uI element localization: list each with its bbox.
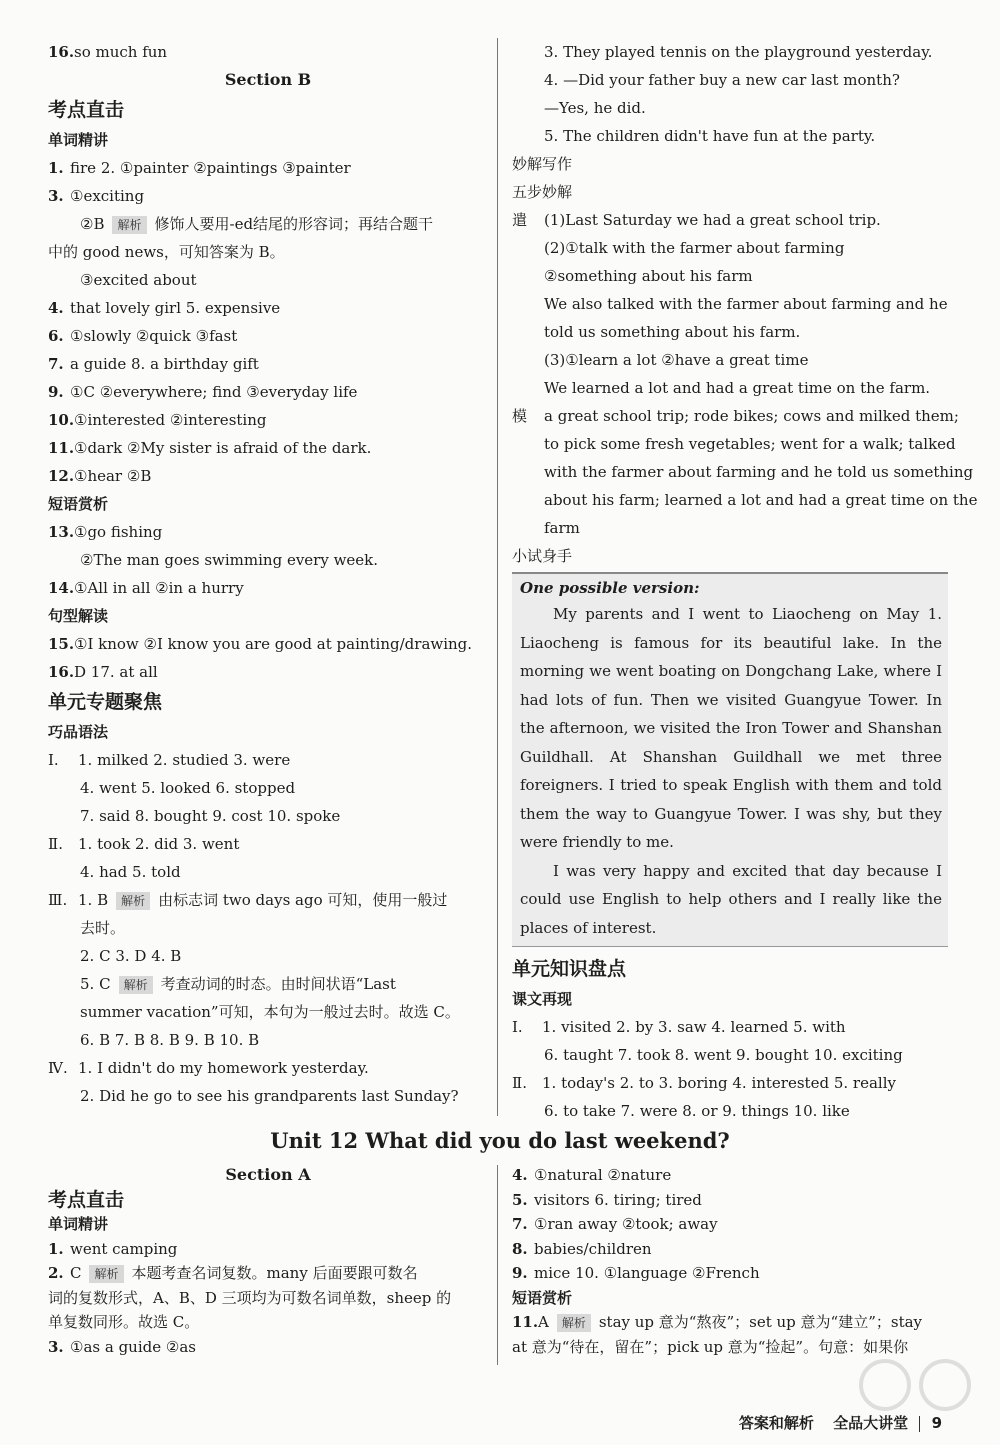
item-number: 7. bbox=[48, 355, 64, 373]
section-title: 考点直击 bbox=[48, 1188, 125, 1211]
answer-text: 本题考查名词复数。many 后面要跟可数名 bbox=[131, 1264, 418, 1282]
roman-numeral: Ⅰ. bbox=[512, 1018, 523, 1036]
answer-text: ①slowly ②quick ③fast bbox=[70, 327, 238, 345]
answer-line bbox=[48, 746, 488, 774]
footer-brand: 全品大讲堂 bbox=[833, 1414, 909, 1432]
answer-line bbox=[512, 1212, 948, 1237]
answer-text: ①natural ②nature bbox=[534, 1166, 672, 1184]
answer-text: fire 2. ①painter ②paintings ③painter bbox=[70, 159, 351, 177]
subsection-title: 巧品语法 bbox=[48, 723, 109, 741]
answer-text: told us something about his farm. bbox=[544, 323, 801, 341]
item-number: 3. bbox=[48, 1337, 64, 1356]
answer-line bbox=[48, 914, 488, 942]
section-heading: Section B bbox=[224, 70, 312, 89]
answer-line bbox=[512, 1041, 948, 1069]
answer-line bbox=[512, 1237, 948, 1262]
answer-choice: 1. B bbox=[78, 891, 109, 909]
answer-line bbox=[48, 462, 488, 490]
subsection-title: 短语赏析 bbox=[512, 1288, 573, 1307]
answer-text: (1)Last Saturday we had a great school trip. bbox=[544, 211, 881, 229]
roman-numeral: Ⅱ. bbox=[512, 1074, 527, 1092]
item-number: 1. bbox=[48, 1239, 64, 1258]
essay-paragraph: My parents and I went to Liaocheng on May 1. Liaocheng is famous for its beautiful lake. In the morning we went boating on Dongchang Lake, where I had lots of fun. Then we visited Guangyue Tower. In the afternoon, we visited the Iron Tower and Shanshan Guildhall. At Shanshan Guildhall we met three foreigners. I tried to speak English with them and told them the way to Guangyue Tower. I was shy, but they were friendly to me. bbox=[520, 605, 942, 851]
item-number: 7. bbox=[512, 1215, 528, 1233]
footer-label: 答案和解析 bbox=[738, 1414, 814, 1432]
subsection-title: 课文再现 bbox=[512, 990, 573, 1008]
answer-text: 2. Did he go to see his grandparents last Sunday? bbox=[80, 1087, 459, 1105]
answer-line bbox=[48, 350, 488, 378]
answer-text: 1. milked 2. studied 3. were bbox=[78, 751, 291, 769]
essay-version-label: One possible version: bbox=[520, 579, 700, 597]
answer-line bbox=[48, 630, 488, 658]
unit12-right-column bbox=[512, 1163, 948, 1359]
answer-line bbox=[512, 206, 948, 234]
answer-text: 1. took 2. did 3. went bbox=[78, 835, 240, 853]
answer-text: 去时。 bbox=[80, 919, 126, 937]
section-title: 单元专题聚焦 bbox=[48, 691, 163, 713]
answer-line bbox=[512, 94, 948, 122]
answer-text: 由标志词 two days ago 可知，使用一般过 bbox=[158, 891, 448, 909]
item-number: 11. bbox=[48, 439, 75, 457]
answer-line bbox=[512, 262, 948, 290]
answer-text: —Yes, he did. bbox=[544, 99, 646, 117]
essay-paragraph: I was very happy and excited that day because I could use English to help others and I really like the places of interest. bbox=[520, 861, 942, 937]
answer-line bbox=[512, 66, 948, 94]
answer-line bbox=[48, 518, 488, 546]
answer-text: ①ran away ②took; away bbox=[534, 1215, 718, 1233]
analysis-tag: 解析 bbox=[89, 1265, 123, 1283]
page-number: 9 bbox=[931, 1414, 942, 1432]
answer-line bbox=[48, 802, 488, 830]
answer-text: 3. They played tennis on the playground yesterday. bbox=[544, 43, 933, 61]
item-number: 3. bbox=[48, 187, 64, 205]
answer-text: stay up 意为“熬夜”；set up 意为“建立”；stay bbox=[598, 1313, 923, 1331]
item-number: 12. bbox=[48, 467, 75, 485]
answer-text: ③excited about bbox=[80, 271, 197, 289]
unit-knowledge-section bbox=[512, 953, 948, 1125]
answer-text: (2)①talk with the farmer about farming bbox=[544, 239, 845, 257]
step-marker: 模 bbox=[512, 407, 528, 425]
analysis-tag: 解析 bbox=[119, 976, 153, 994]
roman-numeral: Ⅱ. bbox=[48, 835, 63, 853]
answer-line bbox=[512, 38, 948, 66]
answer-line bbox=[48, 970, 488, 998]
answer-line bbox=[512, 430, 956, 458]
answer-text: 4. —Did your father buy a new car last month? bbox=[544, 71, 900, 89]
answer-line bbox=[48, 1261, 488, 1286]
roman-numeral: Ⅳ. bbox=[48, 1059, 68, 1077]
item-number: 5. bbox=[512, 1190, 528, 1209]
answer-text: that lovely girl 5. expensive bbox=[70, 299, 281, 317]
answer-text: with the farmer about farming and he told us something bbox=[544, 463, 974, 481]
answer-line bbox=[48, 154, 488, 182]
answer-line bbox=[48, 266, 488, 294]
subsection-title: 五步妙解 bbox=[512, 183, 573, 201]
answer-text: D 17. at all bbox=[74, 663, 158, 681]
roman-numeral: Ⅲ. bbox=[48, 891, 68, 909]
answer-text: 考查动词的时态。由时间状语“Last bbox=[160, 975, 396, 993]
answer-line bbox=[48, 322, 488, 350]
answer-text: 2. C 3. D 4. B bbox=[80, 947, 182, 965]
subsection-title: 单词精讲 bbox=[48, 131, 109, 149]
answer-text: 词的复数形式，A、B、D 三项均为可数名词单数，sheep 的 bbox=[48, 1288, 452, 1307]
answer-text: ①I know ②I know you are good at painting/drawing. bbox=[74, 635, 473, 653]
answer-text: 1. I didn't do my homework yesterday. bbox=[78, 1059, 369, 1077]
answer-line bbox=[48, 1237, 488, 1262]
answer-line bbox=[48, 830, 488, 858]
answer-line bbox=[48, 1310, 488, 1335]
section-heading: Section A bbox=[225, 1165, 311, 1184]
answer-line bbox=[512, 1013, 948, 1041]
answer-line bbox=[48, 774, 488, 802]
answer-text: 5. The children didn't have fun at the party. bbox=[544, 127, 876, 145]
subsection-title: 妙解写作 bbox=[512, 155, 573, 173]
answer-line bbox=[48, 434, 488, 462]
item-number: 2. bbox=[48, 1264, 64, 1282]
answer-choice: A bbox=[538, 1313, 549, 1331]
answer-line bbox=[48, 1026, 488, 1054]
answer-line bbox=[48, 658, 488, 686]
answer-text: a great school trip; rode bikes; cows and milked them; bbox=[544, 407, 959, 425]
answer-text: 4. went 5. looked 6. stopped bbox=[80, 779, 296, 797]
section-title: 考点直击 bbox=[48, 99, 125, 121]
answer-line bbox=[48, 858, 488, 886]
column-divider-lower bbox=[497, 1165, 498, 1365]
item-number: 9. bbox=[48, 383, 64, 401]
item-number: 1. bbox=[48, 159, 64, 177]
answer-text: ②The man goes swimming every week. bbox=[80, 551, 379, 569]
answer-line bbox=[512, 318, 948, 346]
answer-line bbox=[48, 1286, 488, 1311]
answer-text: so much fun bbox=[74, 43, 168, 61]
watermark-logo-icon bbox=[850, 1355, 990, 1425]
answer-line bbox=[48, 886, 488, 914]
subsection-title: 单词精讲 bbox=[48, 1215, 109, 1233]
left-column bbox=[48, 38, 488, 1110]
answer-line bbox=[512, 290, 948, 318]
answer-text: 1. visited 2. by 3. saw 4. learned 5. with bbox=[542, 1018, 846, 1036]
answer-line bbox=[48, 38, 488, 66]
answer-text: ①exciting bbox=[70, 187, 145, 205]
analysis-tag: 解析 bbox=[557, 1314, 591, 1332]
answer-line bbox=[512, 234, 948, 262]
answer-text: We learned a lot and had a great time on the farm. bbox=[544, 379, 931, 397]
answer-text: mice 10. ①language ②French bbox=[534, 1264, 760, 1282]
answer-text: ①dark ②My sister is afraid of the dark. bbox=[74, 439, 372, 457]
answer-line bbox=[48, 942, 488, 970]
answer-line bbox=[48, 182, 488, 210]
answer-line bbox=[512, 346, 948, 374]
answer-text: farm bbox=[544, 519, 580, 537]
answer-line bbox=[512, 1069, 948, 1097]
writing-section bbox=[512, 38, 978, 570]
answer-line bbox=[512, 374, 948, 402]
answer-text: went camping bbox=[70, 1239, 178, 1258]
answer-line bbox=[48, 574, 488, 602]
answer-line bbox=[48, 1082, 488, 1110]
answer-line bbox=[512, 1163, 948, 1188]
item-number: 11. bbox=[512, 1313, 539, 1331]
subsection-title: 小试身手 bbox=[512, 547, 573, 565]
answer-line bbox=[512, 122, 948, 150]
right-column bbox=[512, 38, 978, 1125]
item-number: 16. bbox=[48, 43, 75, 61]
item-number: 6. bbox=[48, 327, 64, 345]
answer-choice: ②B bbox=[80, 215, 105, 233]
step-marker: 遣 bbox=[512, 211, 528, 229]
answer-line bbox=[512, 1261, 948, 1286]
item-number: 14. bbox=[48, 579, 75, 597]
answer-text: ②something about his farm bbox=[544, 267, 753, 285]
answer-text: ①hear ②B bbox=[74, 467, 152, 485]
analysis-tag: 解析 bbox=[116, 892, 150, 910]
answer-text: ①C ②everywhere; find ③everyday life bbox=[70, 383, 358, 401]
answer-text: ①as a guide ②as bbox=[70, 1337, 196, 1356]
item-number: 15. bbox=[48, 635, 75, 653]
answer-text: a guide 8. a birthday gift bbox=[70, 355, 259, 373]
item-number: 13. bbox=[48, 523, 75, 541]
answer-text: 修饰人要用-ed结尾的形容词；再结合题干 bbox=[154, 215, 434, 233]
item-number: 9. bbox=[512, 1264, 528, 1282]
unit-title: Unit 12 What did you do last weekend? bbox=[270, 1128, 730, 1153]
answer-line bbox=[48, 1054, 488, 1082]
answer-text: 4. had 5. told bbox=[80, 863, 181, 881]
answer-text: 7. said 8. bought 9. cost 10. spoke bbox=[80, 807, 341, 825]
answer-text: 单复数同形。故选 C。 bbox=[48, 1313, 200, 1331]
answer-text: 1. today's 2. to 3. boring 4. interested 5. really bbox=[542, 1074, 896, 1092]
answer-text: 6. to take 7. were 8. or 9. things 10. like bbox=[544, 1102, 850, 1120]
answer-line bbox=[512, 458, 974, 486]
column-divider bbox=[497, 38, 498, 1116]
section-title: 单元知识盘点 bbox=[512, 958, 627, 980]
answer-text: at 意为“待在，留在”；pick up 意为“捡起”。句意：如果你 bbox=[512, 1337, 909, 1356]
roman-numeral: Ⅰ. bbox=[48, 751, 59, 769]
item-number: 16. bbox=[48, 663, 75, 681]
answer-line bbox=[48, 406, 488, 434]
answer-text: babies/children bbox=[534, 1239, 652, 1258]
answer-choice: C bbox=[70, 1264, 82, 1282]
item-number: 10. bbox=[48, 411, 75, 429]
answer-text: 中的 good news，可知答案为 B。 bbox=[48, 243, 285, 261]
item-number: 8. bbox=[512, 1239, 528, 1258]
answer-line bbox=[512, 1310, 948, 1335]
analysis-tag: 解析 bbox=[112, 216, 146, 234]
answer-text: ①interested ②interesting bbox=[74, 411, 267, 429]
answer-text: ①go fishing bbox=[74, 523, 163, 541]
answer-text: ①All in all ②in a hurry bbox=[74, 579, 244, 597]
subsection-title: 短语赏析 bbox=[48, 495, 109, 513]
answer-choice: 5. C bbox=[80, 975, 111, 993]
answer-text: (3)①learn a lot ②have a great time bbox=[544, 351, 809, 369]
answer-line bbox=[48, 998, 488, 1026]
answer-text: We also talked with the farmer about farming and he bbox=[544, 295, 948, 313]
answer-text: 6. B 7. B 8. B 9. B 10. B bbox=[80, 1031, 260, 1049]
answer-text: 6. taught 7. took 8. went 9. bought 10. exciting bbox=[544, 1046, 903, 1064]
answer-line bbox=[512, 1188, 948, 1213]
answer-text: visitors 6. tiring; tired bbox=[534, 1190, 702, 1209]
answer-text: about his farm; learned a lot and had a great time on the bbox=[544, 491, 978, 509]
answer-line bbox=[512, 1097, 948, 1125]
answer-line bbox=[48, 210, 488, 238]
answer-line bbox=[48, 1335, 488, 1360]
answer-line bbox=[512, 486, 978, 514]
item-number: 4. bbox=[48, 299, 64, 317]
answer-line bbox=[512, 402, 959, 430]
item-number: 4. bbox=[512, 1166, 528, 1184]
subsection-title: 句型解读 bbox=[48, 607, 109, 625]
answer-line bbox=[512, 514, 948, 542]
answer-text: summer vacation”可知，本句为一般过去时。故选 C。 bbox=[80, 1003, 460, 1021]
answer-line bbox=[48, 546, 488, 574]
answer-text: to pick some fresh vegetables; went for a walk; talked bbox=[544, 435, 956, 453]
answer-line bbox=[48, 378, 488, 406]
sample-essay-box bbox=[512, 572, 948, 947]
answer-line bbox=[48, 238, 488, 266]
unit12-left-column bbox=[48, 1163, 488, 1359]
answer-line bbox=[48, 294, 488, 322]
